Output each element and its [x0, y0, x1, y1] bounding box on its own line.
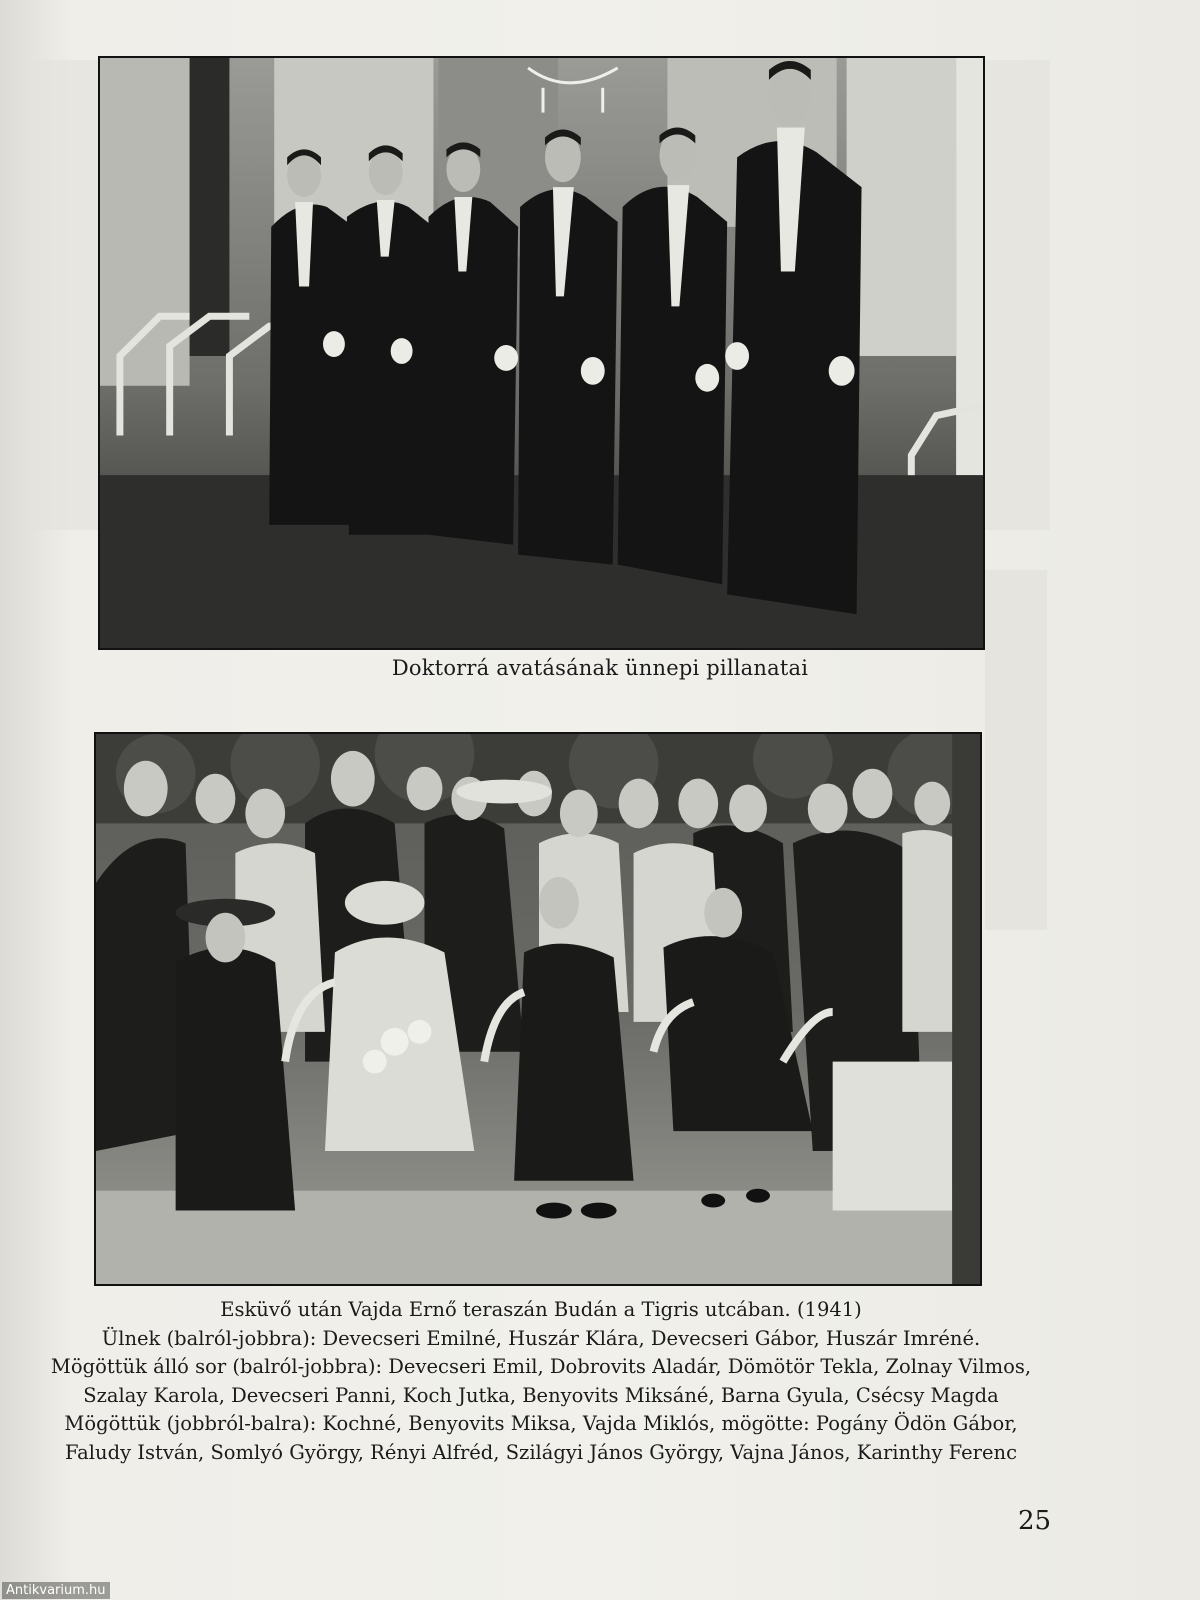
show-through-shadow-2	[985, 570, 1047, 930]
watermark: Antikvarium.hu	[2, 1582, 110, 1599]
caption-line-back-row-cont: Faludy István, Somlyó György, Rényi Alfréd, Szilágyi János György, Vajna János, Karinthy Ferenc	[64, 1440, 1018, 1464]
graduation-photo	[98, 56, 985, 650]
wedding-group-photo	[94, 732, 982, 1286]
caption-line-standing-row: Mögöttük álló sor (balról-jobbra): Devecseri Emil, Dobrovits Aladár, Dömötör Tekla, Zolnay Vilmos,	[50, 1355, 1032, 1378]
caption-line-standing-row-cont: Szalay Karola, Devecseri Panni, Koch Jutka, Benyovits Miksáné, Barna Gyula, Csécsy Magda	[83, 1383, 999, 1407]
photo-caption-graduation: Doktorrá avatásának ünnepi pillanatai	[391, 656, 809, 680]
caption-line-seated: Ülnek (balról-jobbra): Devecseri Emilné, Huszár Klára, Devecseri Gábor, Huszár Imréné.	[101, 1326, 981, 1350]
photo-caption-wedding	[16, 1296, 1066, 1467]
caption-line-title: Esküvő után Vajda Ernő teraszán Budán a Tigris utcában. (1941)	[220, 1298, 862, 1321]
page-number: 25	[1018, 1506, 1052, 1536]
caption-line-back-row: Mögöttük (jobbról-balra): Kochné, Benyovits Miksa, Vajda Miklós, mögötte: Pogány Ödön Gábor,	[64, 1412, 1018, 1435]
